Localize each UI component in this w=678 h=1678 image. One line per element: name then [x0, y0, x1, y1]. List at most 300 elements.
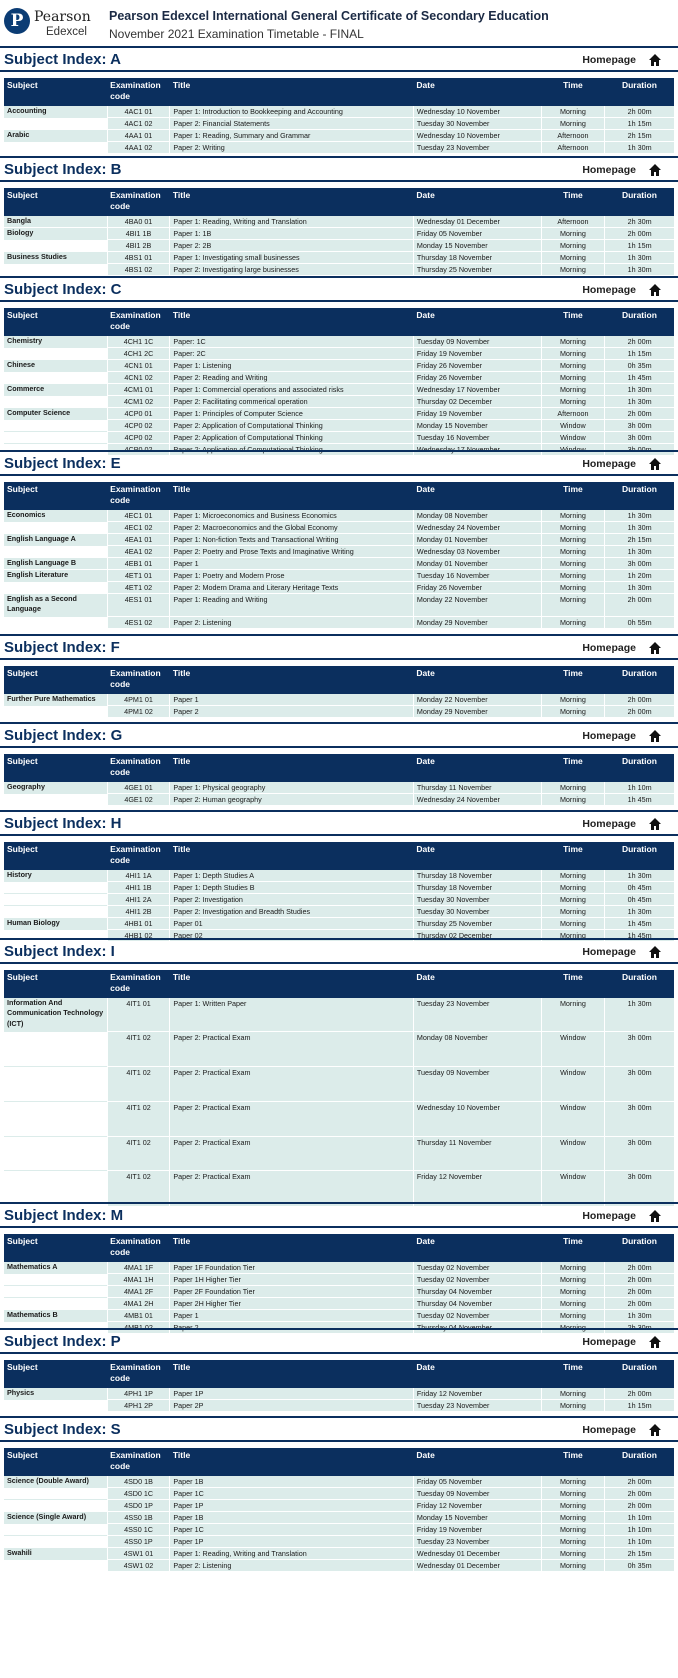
- date-cell: Wednesday 10 November: [413, 129, 541, 141]
- table-row: [4, 781, 674, 793]
- code-cell: 4SD0 1C: [107, 1487, 170, 1499]
- subject-cell: [4, 371, 107, 383]
- subject-cell: Biology: [4, 227, 107, 239]
- col-date-header: Date: [413, 1360, 541, 1387]
- timetable-table: [4, 78, 674, 153]
- code-cell: 4SS0 1P: [107, 1535, 170, 1547]
- time-cell: Afternoon: [541, 407, 605, 419]
- time-cell: Window: [541, 1101, 605, 1136]
- table-header-row: [4, 754, 674, 781]
- duration-cell: 2h 30m: [605, 215, 674, 227]
- table-row: [4, 1136, 674, 1171]
- date-cell: Friday 12 November: [413, 1171, 541, 1206]
- col-code-header: [107, 188, 170, 215]
- duration-cell: 1h 45m: [605, 371, 674, 383]
- section-header: [0, 722, 678, 748]
- duration-cell: 2h 00m: [605, 1475, 674, 1487]
- code-cell: 4IT1 02: [107, 1032, 170, 1067]
- col-subject-header: Subject: [4, 78, 107, 105]
- time-cell: Morning: [541, 359, 605, 371]
- table-row: [4, 1032, 674, 1067]
- duration-cell: 1h 10m: [605, 1535, 674, 1547]
- subject-cell: Commerce: [4, 383, 107, 395]
- table-row: [4, 1559, 674, 1571]
- code-cell: 4HI1 1A: [107, 869, 170, 881]
- section-title: Subject Index: A: [4, 51, 121, 68]
- homepage-link[interactable]: Homepage: [582, 1210, 636, 1222]
- table-row: [4, 893, 674, 905]
- duration-cell: 1h 15m: [605, 117, 674, 129]
- time-cell: Morning: [541, 905, 605, 917]
- timetable-table: [4, 1234, 674, 1333]
- subject-cell: [4, 881, 107, 893]
- table-row: [4, 359, 674, 371]
- duration-cell: 2h 30m: [605, 1321, 674, 1333]
- table-row: [4, 545, 674, 557]
- title-cell: Paper 2F Foundation Tier: [170, 1285, 414, 1297]
- duration-cell: 1h 30m: [605, 263, 674, 275]
- table-row: [4, 521, 674, 533]
- time-cell: Morning: [541, 917, 605, 929]
- col-date-header: Date: [413, 1448, 541, 1475]
- date-cell: Wednesday 24 November: [413, 521, 541, 533]
- duration-cell: 2h 00m: [605, 227, 674, 239]
- subject-cell: [4, 893, 107, 905]
- title-cell: Paper 1P: [170, 1499, 414, 1511]
- code-cell: 4MA1 2F: [107, 1285, 170, 1297]
- code-cell: 4AC1 02: [107, 117, 170, 129]
- code-cell: 4MA1 1F: [107, 1261, 170, 1273]
- time-cell: Morning: [541, 371, 605, 383]
- code-cell: 4AC1 01: [107, 105, 170, 117]
- code-cell: 4EB1 01: [107, 557, 170, 569]
- date-cell: Friday 05 November: [413, 1475, 541, 1487]
- title-cell: Paper 1: Reading, Summary and Grammar: [170, 129, 414, 141]
- code-cell: 4IT1 02: [107, 1171, 170, 1206]
- duration-cell: 1h 30m: [605, 869, 674, 881]
- duration-cell: 2h 00m: [605, 1499, 674, 1511]
- table-row: [4, 1399, 674, 1411]
- col-date-header: Date: [413, 754, 541, 781]
- table-row: [4, 1285, 674, 1297]
- title-cell: Paper 2: Poetry and Prose Texts and Imaginative Writing: [170, 545, 414, 557]
- duration-cell: 1h 30m: [605, 383, 674, 395]
- time-cell: Morning: [541, 1499, 605, 1511]
- col-code-line1: Examination: [110, 1236, 161, 1246]
- time-cell: Morning: [541, 105, 605, 117]
- homepage-link[interactable]: Homepage: [582, 730, 636, 742]
- duration-cell: 1h 30m: [605, 141, 674, 153]
- date-cell: Monday 15 November: [413, 419, 541, 431]
- code-cell: 4HI1 2A: [107, 893, 170, 905]
- date-cell: Monday 29 November: [413, 616, 541, 628]
- date-cell: Monday 22 November: [413, 593, 541, 616]
- date-cell: Monday 08 November: [413, 1032, 541, 1067]
- time-cell: Morning: [541, 1285, 605, 1297]
- section-title: Subject Index: M: [4, 1207, 124, 1224]
- code-cell: 4ET1 02: [107, 581, 170, 593]
- col-code-header: [107, 970, 170, 997]
- subject-cell: [4, 1273, 107, 1285]
- table-header-row: [4, 1448, 674, 1475]
- table-row: [4, 1067, 674, 1102]
- col-title-header: Title: [170, 1234, 414, 1261]
- code-cell: 4BS1 02: [107, 263, 170, 275]
- date-cell: Tuesday 30 November: [413, 893, 541, 905]
- title-cell: Paper 1P: [170, 1387, 414, 1399]
- home-icon[interactable]: [648, 163, 662, 177]
- code-cell: 4GE1 02: [107, 793, 170, 805]
- date-cell: Friday 19 November: [413, 347, 541, 359]
- time-cell: Morning: [541, 251, 605, 263]
- subject-cell: Human Biology: [4, 917, 107, 929]
- home-icon[interactable]: [648, 1335, 662, 1349]
- date-cell: Thursday 02 December: [413, 929, 541, 941]
- title-cell: Paper 2: Human geography: [170, 793, 414, 805]
- title-cell: Paper 2: Writing: [170, 141, 414, 153]
- duration-cell: 2h 00m: [605, 1273, 674, 1285]
- title-cell: Paper 2: Listening: [170, 616, 414, 628]
- timetable-table: [4, 188, 674, 275]
- home-icon[interactable]: [648, 1209, 662, 1223]
- col-subject-header: Subject: [4, 842, 107, 869]
- section-title: Subject Index: B: [4, 161, 122, 178]
- subject-cell: [4, 431, 107, 443]
- table-row: [4, 1297, 674, 1309]
- duration-cell: 3h 00m: [605, 1101, 674, 1136]
- title-cell: Paper 2: Practical Exam: [170, 1032, 414, 1067]
- code-cell: 4SD0 1B: [107, 1475, 170, 1487]
- duration-cell: 0h 35m: [605, 1559, 674, 1571]
- home-icon[interactable]: [648, 817, 662, 831]
- home-icon[interactable]: [648, 53, 662, 67]
- duration-cell: 1h 45m: [605, 929, 674, 941]
- date-cell: Tuesday 02 November: [413, 1261, 541, 1273]
- section-title: Subject Index: E: [4, 455, 121, 472]
- timetable-table: [4, 842, 674, 941]
- duration-cell: 1h 30m: [605, 1309, 674, 1321]
- title-cell: Paper 1B: [170, 1511, 414, 1523]
- section-title: Subject Index: H: [4, 815, 122, 832]
- home-icon[interactable]: [648, 457, 662, 471]
- date-cell: Wednesday 24 November: [413, 793, 541, 805]
- col-code-line2: code: [110, 767, 130, 777]
- homepage-link[interactable]: Homepage: [582, 818, 636, 830]
- col-time-header: Time: [541, 188, 605, 215]
- subject-cell: Computer Science: [4, 407, 107, 419]
- code-cell: 4MB1 01: [107, 1309, 170, 1321]
- col-code-line1: Examination: [110, 668, 161, 678]
- col-title-header: Title: [170, 1360, 414, 1387]
- duration-cell: 2h 15m: [605, 129, 674, 141]
- title-cell: Paper: 2C: [170, 347, 414, 359]
- table-row: [4, 1273, 674, 1285]
- homepage-link[interactable]: Homepage: [582, 1424, 636, 1436]
- code-cell: 4SS0 1B: [107, 1511, 170, 1523]
- title-cell: Paper 2: [170, 705, 414, 717]
- col-title-header: Title: [170, 78, 414, 105]
- table-row: [4, 869, 674, 881]
- subject-cell: Geography: [4, 781, 107, 793]
- col-time-header: Time: [541, 842, 605, 869]
- subject-cell: Physics: [4, 1387, 107, 1399]
- title-cell: Paper 1: Depth Studies A: [170, 869, 414, 881]
- date-cell: Tuesday 02 November: [413, 1273, 541, 1285]
- col-duration-header: Duration: [605, 754, 674, 781]
- time-cell: Morning: [541, 383, 605, 395]
- code-cell: 4CM1 02: [107, 395, 170, 407]
- subject-cell: [4, 1559, 107, 1571]
- subject-cell: [4, 1523, 107, 1535]
- table-row: [4, 239, 674, 251]
- duration-cell: 1h 30m: [605, 509, 674, 521]
- title-cell: Paper 2: Practical Exam: [170, 1136, 414, 1171]
- col-time-header: Time: [541, 754, 605, 781]
- timetable-table: [4, 754, 674, 805]
- duration-cell: 3h 00m: [605, 557, 674, 569]
- col-subject-header: Subject: [4, 754, 107, 781]
- table-row: [4, 129, 674, 141]
- time-cell: Morning: [541, 1511, 605, 1523]
- table-row: [4, 581, 674, 593]
- time-cell: Afternoon: [541, 129, 605, 141]
- home-icon[interactable]: [648, 641, 662, 655]
- duration-cell: 2h 00m: [605, 105, 674, 117]
- title-cell: Paper 2: Macroeconomics and the Global Economy: [170, 521, 414, 533]
- subject-cell: English Language B: [4, 557, 107, 569]
- duration-cell: 2h 00m: [605, 1285, 674, 1297]
- col-date-header: Date: [413, 482, 541, 509]
- title-cell: Paper 2: Reading and Writing: [170, 371, 414, 383]
- code-cell: 4CN1 02: [107, 371, 170, 383]
- date-cell: Monday 15 November: [413, 239, 541, 251]
- home-icon[interactable]: [648, 283, 662, 297]
- duration-cell: 1h 30m: [605, 521, 674, 533]
- col-subject-header: Subject: [4, 482, 107, 509]
- code-cell: 4CH1 1C: [107, 335, 170, 347]
- home-icon[interactable]: [648, 1423, 662, 1437]
- homepage-link[interactable]: Homepage: [582, 54, 636, 66]
- duration-cell: 1h 20m: [605, 569, 674, 581]
- time-cell: Morning: [541, 263, 605, 275]
- col-code-line2: code: [110, 91, 130, 101]
- date-cell: Wednesday 10 November: [413, 1101, 541, 1136]
- duration-cell: 2h 00m: [605, 693, 674, 705]
- date-cell: Friday 26 November: [413, 581, 541, 593]
- code-cell: 4EC1 01: [107, 509, 170, 521]
- date-cell: Tuesday 09 November: [413, 1487, 541, 1499]
- code-cell: 4BI1 1B: [107, 227, 170, 239]
- col-code-line1: Examination: [110, 756, 161, 766]
- subject-cell: [4, 1032, 107, 1067]
- subject-cell: [4, 545, 107, 557]
- subject-cell: [4, 419, 107, 431]
- date-cell: Wednesday 01 December: [413, 1547, 541, 1559]
- homepage-link[interactable]: Homepage: [582, 1336, 636, 1348]
- time-cell: Window: [541, 1067, 605, 1102]
- time-cell: Morning: [541, 533, 605, 545]
- title-cell: Paper 1: [170, 557, 414, 569]
- date-cell: Wednesday 17 November: [413, 383, 541, 395]
- table-row: [4, 557, 674, 569]
- code-cell: 4CN1 01: [107, 359, 170, 371]
- code-cell: 4GE1 01: [107, 781, 170, 793]
- code-cell: 4CP0 02: [107, 419, 170, 431]
- duration-cell: 3h 00m: [605, 1136, 674, 1171]
- table-row: [4, 705, 674, 717]
- title-cell: Paper 2: Investigating large businesses: [170, 263, 414, 275]
- table-row: [4, 383, 674, 395]
- col-duration-header: Duration: [605, 78, 674, 105]
- subject-cell: Mathematics A: [4, 1261, 107, 1273]
- duration-cell: 3h 00m: [605, 1067, 674, 1102]
- col-subject-header: Subject: [4, 666, 107, 693]
- col-time-header: Time: [541, 78, 605, 105]
- time-cell: Morning: [541, 239, 605, 251]
- code-cell: 4IT1 02: [107, 1136, 170, 1171]
- section-header: [0, 1202, 678, 1228]
- col-time-header: Time: [541, 1234, 605, 1261]
- duration-cell: 1h 10m: [605, 781, 674, 793]
- col-time-header: Time: [541, 1448, 605, 1475]
- subject-cell: English Literature: [4, 569, 107, 581]
- date-cell: Thursday 11 November: [413, 1136, 541, 1171]
- code-cell: 4CP0 01: [107, 407, 170, 419]
- table-row: [4, 997, 674, 1032]
- col-duration-header: Duration: [605, 1360, 674, 1387]
- duration-cell: 2h 00m: [605, 1387, 674, 1399]
- title-cell: Paper 1: Reading and Writing: [170, 593, 414, 616]
- col-code-line2: code: [110, 679, 130, 689]
- table-row: [4, 215, 674, 227]
- duration-cell: 1h 15m: [605, 347, 674, 359]
- col-subject-header: Subject: [4, 1234, 107, 1261]
- homepage-link[interactable]: Homepage: [582, 642, 636, 654]
- brand-sub: Edexcel: [46, 26, 87, 38]
- subject-cell: [4, 905, 107, 917]
- col-title-header: Title: [170, 842, 414, 869]
- title-cell: Paper 2: Financial Statements: [170, 117, 414, 129]
- time-cell: Morning: [541, 227, 605, 239]
- homepage-link[interactable]: Homepage: [582, 284, 636, 296]
- time-cell: Morning: [541, 1387, 605, 1399]
- table-row: [4, 1535, 674, 1547]
- timetable-table: [4, 1360, 674, 1411]
- col-title-header: Title: [170, 1448, 414, 1475]
- duration-cell: 2h 00m: [605, 407, 674, 419]
- table-row: [4, 1523, 674, 1535]
- section-header: [0, 1328, 678, 1354]
- section-header: [0, 1416, 678, 1442]
- duration-cell: 2h 00m: [605, 1261, 674, 1273]
- subject-cell: [4, 581, 107, 593]
- homepage-link[interactable]: Homepage: [582, 946, 636, 958]
- date-cell: Thursday 25 November: [413, 263, 541, 275]
- title-cell: Paper 1: Microeconomics and Business Economics: [170, 509, 414, 521]
- date-cell: Thursday 18 November: [413, 869, 541, 881]
- col-duration-header: Duration: [605, 1234, 674, 1261]
- time-cell: Window: [541, 443, 605, 455]
- section-header: [0, 634, 678, 660]
- col-code-line1: Examination: [110, 972, 161, 982]
- homepage-link[interactable]: Homepage: [582, 458, 636, 470]
- title-cell: Paper 1: Introduction to Bookkeeping and Accounting: [170, 105, 414, 117]
- table-row: [4, 509, 674, 521]
- code-cell: 4PM1 02: [107, 705, 170, 717]
- col-code-line1: Examination: [110, 844, 161, 854]
- date-cell: Tuesday 23 November: [413, 997, 541, 1032]
- subject-cell: [4, 1399, 107, 1411]
- title-cell: Paper 2: Practical Exam: [170, 1101, 414, 1136]
- duration-cell: 0h 35m: [605, 359, 674, 371]
- col-code-header: [107, 666, 170, 693]
- date-cell: Thursday 04 November: [413, 1321, 541, 1333]
- table-row: [4, 533, 674, 545]
- title-cell: Paper 1: Commercial operations and associated risks: [170, 383, 414, 395]
- title-cell: Paper 1H Higher Tier: [170, 1273, 414, 1285]
- table-header-row: [4, 482, 674, 509]
- col-date-header: Date: [413, 308, 541, 335]
- col-duration-header: Duration: [605, 188, 674, 215]
- time-cell: Window: [541, 431, 605, 443]
- col-code-line2: code: [110, 983, 130, 993]
- subject-cell: [4, 1285, 107, 1297]
- table-row: [4, 105, 674, 117]
- date-cell: Tuesday 09 November: [413, 1067, 541, 1102]
- table-row: [4, 1309, 674, 1321]
- time-cell: Morning: [541, 1559, 605, 1571]
- duration-cell: 3h 00m: [605, 431, 674, 443]
- section-title: Subject Index: F: [4, 639, 120, 656]
- title-cell: Paper 2: Practical Exam: [170, 1067, 414, 1102]
- timetable-table: [4, 482, 674, 628]
- time-cell: Morning: [541, 1399, 605, 1411]
- date-cell: Thursday 02 December: [413, 395, 541, 407]
- time-cell: Afternoon: [541, 141, 605, 153]
- homepage-link[interactable]: Homepage: [582, 164, 636, 176]
- col-code-line1: Examination: [110, 484, 161, 494]
- code-cell: 4SW1 01: [107, 1547, 170, 1559]
- duration-cell: 0h 55m: [605, 616, 674, 628]
- code-cell: 4PM1 01: [107, 693, 170, 705]
- subject-cell: [4, 347, 107, 359]
- col-time-header: Time: [541, 970, 605, 997]
- timetable-table: [4, 666, 674, 717]
- duration-cell: 1h 30m: [605, 251, 674, 263]
- home-icon[interactable]: [648, 729, 662, 743]
- page-title: Pearson Edexcel International General Certificate of Secondary Education: [109, 9, 549, 23]
- date-cell: Tuesday 09 November: [413, 335, 541, 347]
- title-cell: Paper 2: Investigation and Breadth Studies: [170, 905, 414, 917]
- col-time-header: Time: [541, 482, 605, 509]
- table-row: [4, 693, 674, 705]
- col-code-header: [107, 482, 170, 509]
- col-time-header: Time: [541, 308, 605, 335]
- time-cell: Window: [541, 419, 605, 431]
- subject-cell: [4, 1487, 107, 1499]
- home-icon[interactable]: [648, 945, 662, 959]
- date-cell: Friday 19 November: [413, 1523, 541, 1535]
- title-cell: Paper 1: Physical geography: [170, 781, 414, 793]
- date-cell: Thursday 18 November: [413, 881, 541, 893]
- col-title-header: Title: [170, 754, 414, 781]
- title-cell: Paper 2: Facilitating commerical operation: [170, 395, 414, 407]
- subject-cell: [4, 793, 107, 805]
- time-cell: Morning: [541, 1261, 605, 1273]
- subject-cell: Arabic: [4, 129, 107, 141]
- timetable-table: [4, 970, 674, 1206]
- col-code-header: [107, 842, 170, 869]
